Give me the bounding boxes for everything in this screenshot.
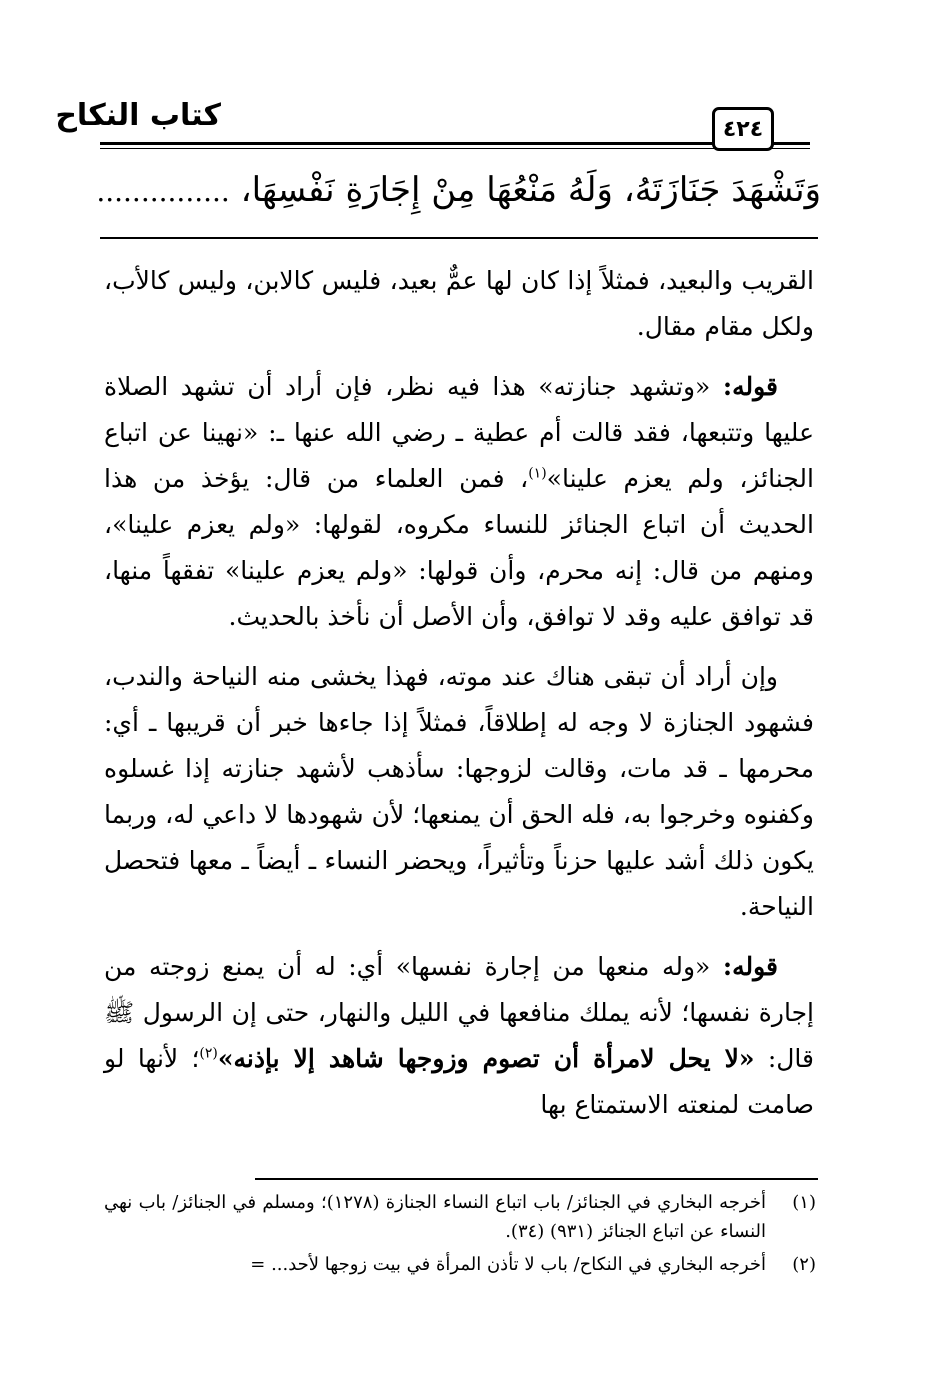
footnote-number: (٢) — [792, 1254, 816, 1275]
footnote-text: أخرجه البخاري في الجنائز/ باب اتباع النساء الجنازة (١٢٧٨)؛ ومسلم في الجنائز/ باب نهي النساء عن اتباع الجنائز (٩٣١) (٣٤). — [104, 1192, 766, 1242]
header-rule-thin — [100, 148, 810, 149]
commentary-body — [104, 258, 814, 1142]
footnote-text: أخرجه البخاري في النكاح/ باب لا تأذن المرأة في بيت زوجها لأحد... = — [250, 1254, 766, 1275]
matn-dots: ............... — [96, 175, 230, 208]
footnote-1 — [104, 1188, 816, 1246]
paragraph-3: وإن أراد أن تبقى هناك عند موته، فهذا يخشى منه النياحة والندب، فشهود الجنازة لا وجه له إطلاقاً، فمثلاً إذا جاءها خبر أن قريبها ـ أي: محرمها ـ قد مات، وقالت لزوجها: سأذهب لأشهد جنازته إذا غسلوه وكفنوه وخرجوا به، فله الحق أن يمنعها؛ لأن شهودها لا داعي له، وربما يكون ذلك أشد عليها حزناً وتأثيراً، ويحضر النساء ـ أيضاً ـ معها فتحصل النياحة. — [104, 662, 814, 921]
paragraph-2-text-b: ، فمن العلماء من قال: يؤخذ من هذا الحديث أن اتباع الجنائز للنساء مكروه، لقولها: «ولم يعزم علينا»، ومنهم من قال: إنه محرم، وأن قولها: «ولم يعزم علينا» تفقهاً منها، قد توافق عليه وقد لا توافق، وأن الأصل أن نأخذ بالحديث. — [104, 464, 814, 631]
footnote-number: (١) — [792, 1192, 816, 1213]
paragraph-2 — [104, 364, 814, 640]
header-rule — [100, 142, 810, 145]
matn-text: وَتَشْهَدَ جَنَازَتَهُ، وَلَهُ مَنْعُهَا مِنْ إِجَارَةِ نَفْسِهَا، — [229, 170, 821, 210]
paragraph-4-text-b: ؛ لأنها لو صامت لمنعته الاستمتاع بها — [104, 1044, 814, 1119]
paragraph-4-text-a: «وله منعها من إجارة نفسها» أي: له أن يمنع زوجته من إجارة نفسها؛ لأنه يملك منافعها في الليل والنهار، حتى إن الرسول ﷺ قال: — [104, 952, 815, 1073]
page-number: ٤٢٤ — [712, 107, 774, 151]
matn-text-line — [96, 160, 821, 222]
footnote-ref-2[interactable]: (٢) — [199, 1045, 218, 1062]
paragraph-1: القريب والبعيد، فمثلاً إذا كان لها عمٌّ بعيد، فليس كالابن، وليس كالأب، ولكل مقام مقال. — [104, 266, 814, 341]
qawluh-label: قوله: — [722, 952, 778, 981]
hadith-quote: «لا يحل لامرأة أن تصوم وزوجها شاهد إلا بإذنه» — [217, 1044, 755, 1073]
footnote-2 — [104, 1250, 816, 1279]
footnote-ref-1[interactable]: (١) — [528, 465, 547, 482]
paragraph-2-text-a: «وتشهد جنازته» هذا فيه نظر، فإن أراد أن تشهد الصلاة عليها وتتبعها، فقد قالت أم عطية ـ رضي الله عنها ـ: «نهينا عن اتباع الجنائز، ولم يعزم علينا» — [104, 372, 814, 493]
qawluh-label: قوله: — [722, 372, 778, 401]
paragraph-4 — [104, 944, 814, 1128]
matn-separator — [100, 237, 818, 239]
footnotes — [104, 1188, 816, 1283]
running-title: كتاب النكاح — [55, 98, 221, 133]
footnote-separator — [255, 1178, 818, 1180]
